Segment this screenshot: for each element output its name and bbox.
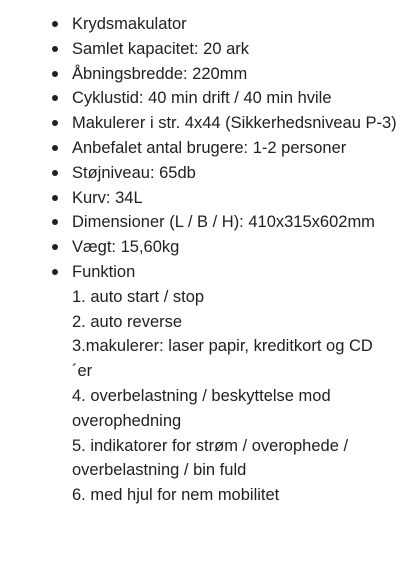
spec-text: Makulerer i str. 4x44 (Sikkerhedsniveau P-3) xyxy=(72,114,397,133)
function-item: 3.makulerer: laser papir, kreditkort og CD ´er xyxy=(72,337,373,381)
function-item: 1. auto start / stop xyxy=(72,287,205,306)
spec-item-shred-size xyxy=(0,111,407,136)
spec-item-bin xyxy=(0,186,407,211)
bullet-icon xyxy=(52,145,58,151)
spec-item-function xyxy=(0,260,407,508)
spec-text: Anbefalet antal brugere: 1-2 personer xyxy=(72,138,347,157)
spec-text: Samlet kapacitet: 20 ark xyxy=(72,39,250,58)
bullet-icon xyxy=(52,244,58,250)
spec-text: Cyklustid: 40 min drift / 40 min hvile xyxy=(72,89,332,108)
bullet-icon xyxy=(52,95,58,101)
spec-text: Krydsmakulator xyxy=(72,15,187,33)
spec-item-noise xyxy=(0,161,407,186)
function-item: 5. indikatorer for strøm / overophede / overbelastning / bin fuld xyxy=(72,436,349,480)
spec-text: Dimensioner (L / B / H): 410x315x602mm xyxy=(72,213,375,232)
spec-text: Vægt: 15,60kg xyxy=(72,238,180,257)
spec-item-dimensions xyxy=(0,210,407,235)
bullet-icon xyxy=(52,46,58,52)
function-item: 2. auto reverse xyxy=(72,312,183,331)
function-label: Funktion xyxy=(72,262,136,281)
function-item: 6. med hjul for nem mobilitet xyxy=(72,486,280,505)
spec-item-opening-width xyxy=(0,62,407,87)
bullet-icon xyxy=(52,21,58,27)
spec-text: Åbningsbredde: 220mm xyxy=(72,64,248,83)
bullet-icon xyxy=(52,219,58,225)
bullet-icon xyxy=(52,170,58,176)
spec-item-weight xyxy=(0,235,407,260)
bullet-icon xyxy=(52,120,58,126)
spec-item-capacity xyxy=(0,37,407,62)
spec-item-type xyxy=(0,12,407,37)
bullet-icon xyxy=(52,71,58,77)
bullet-icon xyxy=(52,269,58,275)
spec-item-cycle-time xyxy=(0,86,407,111)
spec-text: Kurv: 34L xyxy=(72,188,143,207)
function-list xyxy=(72,285,397,508)
spec-item-users xyxy=(0,136,407,161)
function-item: 4. overbelastning / beskyttelse mod overophedning xyxy=(72,386,331,430)
spec-text: Støjniveau: 65db xyxy=(72,163,196,182)
bullet-icon xyxy=(52,195,58,201)
